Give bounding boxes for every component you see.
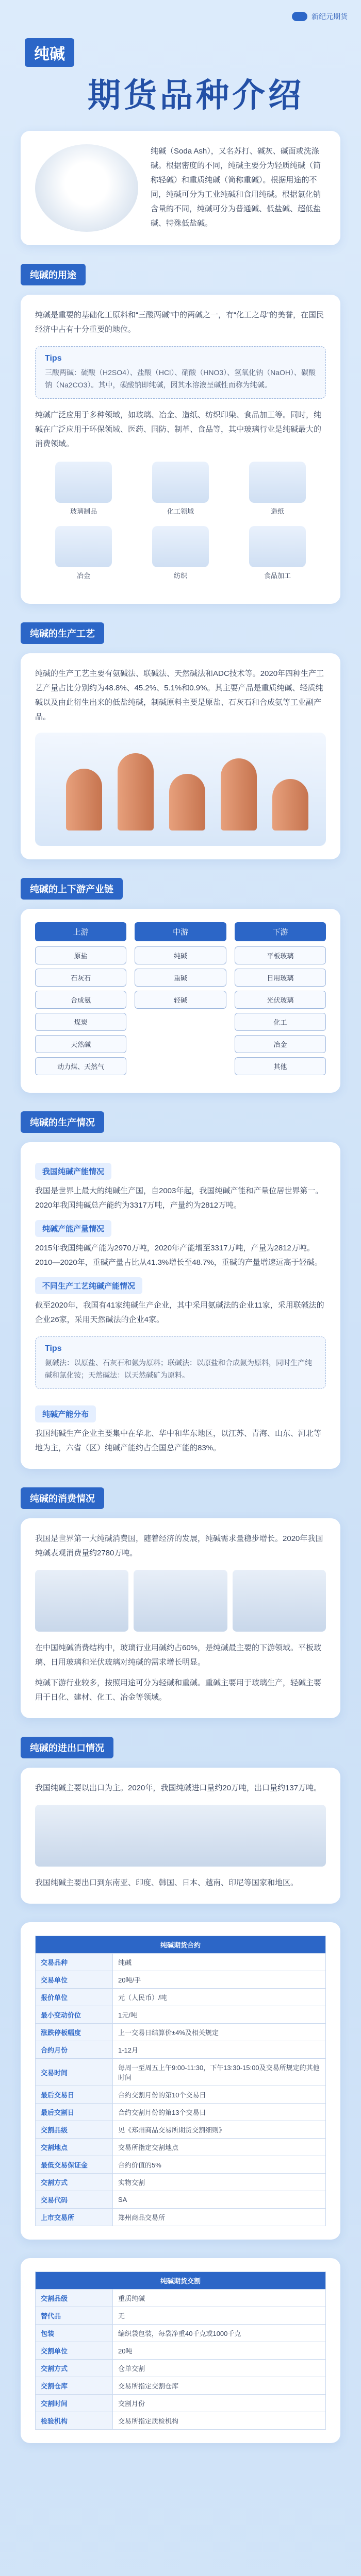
table-row: 交易时间 每周一至周五上午9:00-11:30，下午13:30-15:00及交易所规定的其他时间 xyxy=(36,2059,326,2086)
container-port-photo xyxy=(35,1805,326,1867)
use-item: 食品加工 xyxy=(249,526,306,580)
use-item: 玻璃制品 xyxy=(55,462,112,516)
chain-downstream xyxy=(235,922,326,1079)
use-item: 造纸 xyxy=(249,462,306,516)
chain-item: 动力煤、天然气 xyxy=(35,1057,126,1075)
chain-card xyxy=(21,909,340,1093)
chain-item: 重碱 xyxy=(135,969,226,987)
contract-card xyxy=(21,1922,340,2240)
table-row: 交割单位 20吨 xyxy=(36,2342,326,2360)
table-row: 交易代码 SA xyxy=(36,2191,326,2209)
tank-icon xyxy=(221,758,257,831)
tips-box xyxy=(35,346,326,399)
paper-icon xyxy=(249,462,306,503)
uses-paragraph-2: 纯碱广泛应用于多种领域，如玻璃、冶金、造纸、纺织印染、食品加工等。同时，纯碱在广泛应用于环保领域、医药、国防、制革、食品等，其中玻璃行业是纯碱最大的消费领域。 xyxy=(35,411,322,448)
table-row: 交易单位 20吨/手 xyxy=(36,1971,326,1989)
subheading: 不同生产工艺纯碱产能情况 xyxy=(35,1277,142,1294)
uses-card xyxy=(21,295,340,604)
table-row: 交割地点 交易所指定交割地点 xyxy=(36,2139,326,2156)
table-row: 交割品级 重质纯碱 xyxy=(36,2290,326,2307)
chain-item: 煤炭 xyxy=(35,1013,126,1031)
glass-photo xyxy=(35,1570,128,1632)
detergent-photo xyxy=(233,1570,326,1632)
tips-text: 氨碱法：以原盐、石灰石和氨为原料；联碱法：以原盐和合成氨为原料，同时生产纯碱和氯化铵；天然碱法：以天然碱矿为原料。 xyxy=(45,1359,312,1379)
intro-card xyxy=(21,131,340,245)
tank-icon xyxy=(66,769,102,831)
factory-illustration xyxy=(35,733,326,846)
trade-text: 我国纯碱主要以出口为主。2020年，我国纯碱进口量约20万吨，出口量约137万吨。 xyxy=(35,1784,322,1792)
table-row: 最小变动价位 1元/吨 xyxy=(36,2006,326,2024)
consumption-text: 纯碱下游行业较多，按照用途可分为轻碱和重碱。重碱主要用于玻璃生产，轻碱主要用于日化、建材、化工、冶金等领域。 xyxy=(35,1679,322,1702)
section-title-consumption: 纯碱的消费情况 xyxy=(21,1487,104,1509)
section-title-uses: 纯碱的用途 xyxy=(21,264,86,285)
table-row: 最低交易保证金 合约价值的5% xyxy=(36,2156,326,2174)
chemical-icon xyxy=(152,462,209,503)
table-title: 纯碱期货交割 xyxy=(36,2272,326,2290)
contract-table xyxy=(35,1936,326,2226)
textile-icon xyxy=(152,526,209,567)
table-row: 包装 编织袋包装，每袋净重40千克或1000千克 xyxy=(36,2325,326,2342)
delivery-card xyxy=(21,2258,340,2443)
subheading: 纯碱产能分布 xyxy=(35,1405,96,1422)
uses-paragraph-1: 纯碱是重要的基础化工原料和“三酸两碱”中的两碱之一，有“化工之母”的美誉，在国民经济中占有十分重要的地位。 xyxy=(35,311,324,334)
table-row: 交割时间 交割月份 xyxy=(36,2395,326,2412)
table-row: 最后交易日 合约交割月份的第10个交易日 xyxy=(36,2086,326,2104)
section-title-chain: 纯碱的上下游产业链 xyxy=(21,878,123,900)
tank-icon xyxy=(118,753,154,831)
table-row: 报价单位 元（人民币）/吨 xyxy=(36,1989,326,2006)
trade-text: 我国纯碱主要出口到东南亚、印度、韩国、日本、越南、印尼等国家和地区。 xyxy=(35,1878,299,1887)
section-title-production: 纯碱的生产情况 xyxy=(21,1111,104,1133)
production-text: 我国是世界上最大的纯碱生产国，自2003年起，我国纯碱产能和产量位居世界第一。2020年我国纯碱总产能约为3317万吨，产量约为2812万吨。 xyxy=(35,1187,323,1210)
section-title-process: 纯碱的生产工艺 xyxy=(21,622,104,644)
tips-heading: Tips xyxy=(45,354,62,363)
brand-mark-icon xyxy=(292,12,307,21)
production-text: 2015年我国纯碱产能为2970万吨，2020年产能增至3317万吨，产量为2812万吨。2010—2020年，重碱产量占比从41.3%增长至48.7%，重碱的产量增速远高于轻碱。 xyxy=(35,1244,322,1267)
use-item: 化工领域 xyxy=(152,462,209,516)
hero-tag: 纯碱 xyxy=(25,38,74,67)
tips-text: 三酸两碱：硫酸（H2SO4）、盐酸（HCl）、硝酸（HNO3）、氢氧化钠（NaOH）、碳酸钠（Na2CO3）。其中，碳酸钠即纯碱，因其水溶液呈碱性而称为纯碱。 xyxy=(45,368,316,389)
process-text: 纯碱的生产工艺主要有氨碱法、联碱法、天然碱法和ADC技术等。2020年四种生产工艺产量占比分别约为48.8%、45.2%、5.1%和0.9%。其主要产品是重质纯碱、轻质纯碱以及由此衍生出来的低盐纯碱，制碱原料主要是原盐、石灰石和合成氨等工业副产品。 xyxy=(35,669,324,721)
chain-item: 轻碱 xyxy=(135,991,226,1009)
chain-item: 合成氨 xyxy=(35,991,126,1009)
consumption-card xyxy=(21,1518,340,1718)
table-row: 交割品级 见《郑州商品交易所期货交割细则》 xyxy=(36,2121,326,2139)
metallurgy-icon xyxy=(55,526,112,567)
tips-heading: Tips xyxy=(45,1344,62,1353)
production-text: 截至2020年，我国有41家纯碱生产企业，其中采用氨碱法的企业11家，采用联碱法的企业26家，采用天然碱法的企业4家。 xyxy=(35,1301,324,1324)
use-item: 纺织 xyxy=(152,526,209,580)
topbar xyxy=(0,0,361,33)
use-icons xyxy=(35,462,326,516)
table-row: 交割方式 仓单交割 xyxy=(36,2360,326,2377)
chain-item: 天然碱 xyxy=(35,1035,126,1053)
table-title: 纯碱期货合约 xyxy=(36,1936,326,1954)
intro-text: 纯碱（Soda Ash），又名苏打、碱灰、碱面或洗涤碱。根据密度的不同，纯碱主要分为轻质纯碱（简称轻碱）和重质纯碱（简称重碱）。根据用途的不同，纯碱可分为工业纯碱和食用纯碱。根据氯化钠含量的不同，纯碱可分为普通碱、低盐碱、超低盐碱、特殊低盐碱。 xyxy=(151,147,321,228)
production-text: 我国纯碱生产企业主要集中在华北、华中和华东地区，以江苏、青海、山东、河北等地为主，六省（区）纯碱产能约占全国总产能的83%。 xyxy=(35,1429,322,1452)
soda-ash-image xyxy=(35,144,138,232)
chain-item: 冶金 xyxy=(235,1035,326,1053)
section-title-trade: 纯碱的进出口情况 xyxy=(21,1737,113,1758)
industry-chain-diagram xyxy=(35,922,326,1079)
bottle-photo xyxy=(134,1570,227,1632)
consumption-text: 在中国纯碱消费结构中，玻璃行业用碱约占60%，是纯碱最主要的下游领域。平板玻璃、日用玻璃和光伏玻璃对纯碱的需求增长明显。 xyxy=(35,1643,322,1667)
page-title: 期货品种介绍 xyxy=(88,77,304,114)
table-row: 交割仓库 交易所指定交割仓库 xyxy=(36,2377,326,2395)
consumption-photos xyxy=(35,1570,326,1632)
chain-item: 其他 xyxy=(235,1057,326,1075)
use-icons-row-2 xyxy=(35,526,326,580)
process-card xyxy=(21,653,340,859)
table-row: 交易品种 纯碱 xyxy=(36,1954,326,1971)
use-item: 冶金 xyxy=(55,526,112,580)
table-row: 最后交割日 合约交割月份的第13个交易日 xyxy=(36,2104,326,2121)
consumption-text: 我国是世界第一大纯碱消费国，随着经济的发展，纯碱需求量稳步增长。2020年我国纯碱表观消费量约2780万吨。 xyxy=(35,1534,323,1557)
chain-col-head: 下游 xyxy=(235,922,326,941)
chain-item: 平板玻璃 xyxy=(235,946,326,964)
chain-col-head: 上游 xyxy=(35,922,126,941)
brand-logo xyxy=(292,11,348,22)
table-row: 检验机构 交易所指定质检机构 xyxy=(36,2412,326,2430)
table-row: 交割方式 实物交割 xyxy=(36,2174,326,2191)
table-row: 替代品 无 xyxy=(36,2307,326,2325)
tank-icon xyxy=(169,774,205,831)
subheading: 纯碱产能产量情况 xyxy=(35,1220,111,1237)
chain-item: 纯碱 xyxy=(135,946,226,964)
chain-item: 日用玻璃 xyxy=(235,969,326,987)
chain-midstream xyxy=(135,922,226,1079)
production-card xyxy=(21,1142,340,1469)
chain-upstream xyxy=(35,922,126,1079)
table-row: 上市交易所 郑州商品交易所 xyxy=(36,2209,326,2226)
chain-col-head: 中游 xyxy=(135,922,226,941)
brand-name: 新纪元期货 xyxy=(311,12,348,21)
chain-item: 石灰石 xyxy=(35,969,126,987)
delivery-table xyxy=(35,2272,326,2430)
trade-card xyxy=(21,1768,340,1904)
glass-icon xyxy=(55,462,112,503)
chain-item: 原盐 xyxy=(35,946,126,964)
table-row: 合约月份 1-12月 xyxy=(36,2041,326,2059)
food-icon xyxy=(249,526,306,567)
chain-item: 光伏玻璃 xyxy=(235,991,326,1009)
chain-item: 化工 xyxy=(235,1013,326,1031)
table-row: 涨跌停板幅度 上一交易日结算价±4%及相关规定 xyxy=(36,2024,326,2041)
tank-icon xyxy=(272,779,308,831)
subheading: 我国纯碱产能情况 xyxy=(35,1163,111,1180)
trade-photos xyxy=(35,1805,326,1867)
tips-box xyxy=(35,1336,326,1389)
